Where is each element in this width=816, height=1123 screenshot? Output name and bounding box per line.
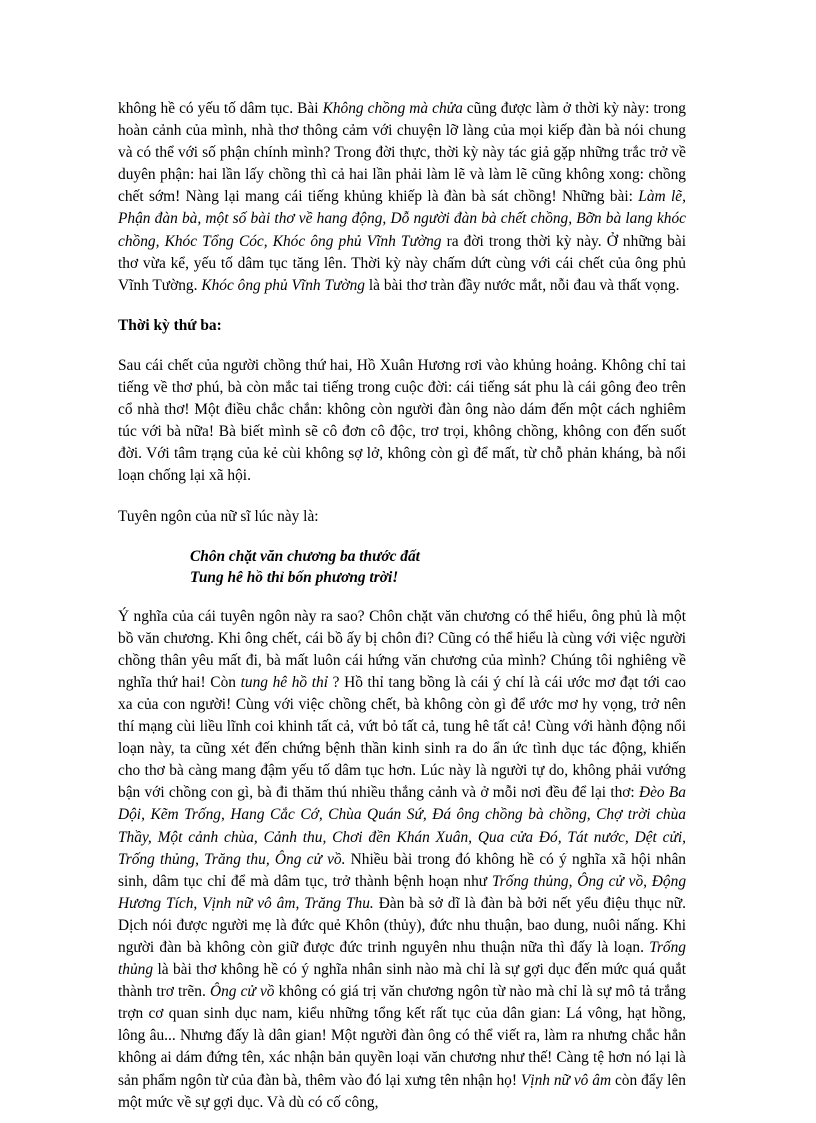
- section-heading: Thời kỳ thứ ba:: [118, 316, 222, 334]
- text-run: không hề có yếu tố dâm tục. Bài: [118, 100, 323, 117]
- text-run: ra đời trong thời kỳ này. Ở những bài thơ vừa kể, yếu tố dâm tục tăng lên. Thời kỳ này chấm dứt cùng với cái chết của ông phủ Vĩnh Tường.: [118, 232, 686, 294]
- poem-titles-list: Làm lẽ, Phận đàn bà, một số bài thơ về hang động, Dỗ người đàn bà chết chồng, Bỡn bà lang khóc chồng, Khóc Tổng Cóc, Khóc ông phủ Vĩnh Tường: [118, 188, 686, 250]
- text-run: Đàn bà sở dĩ là đàn bà bởi nết yểu điệu thục nữ. Dịch nói được người mẹ là đức quẻ Khôn (thủy), đức nhu thuận, bao dung, nuôi nấng. Khi người đàn bà không còn giữ được đức trinh nguyên nhu thuận nữa thì đấy là loạn.: [118, 894, 686, 956]
- text-run: ? Hồ thỉ tang bồng là cái ý chí là cái ước mơ đạt tới cao xa của con người! Cùng với việc chồng chết, bà không còn gì để ước mơ hy vọng, trở nên thí mạng cùi liều lĩnh coi khinh tất cả, vứt bỏ tất cả, tung hê tất cả! Cùng với hành động nổi loạn này, ta cũng xét đến chứng bệnh thần kinh sinh ra do ẩn ức tình dục tác động, khiến cho thơ bà càng mang đậm yếu tố dâm tục hơn. Lúc này là người tự do, không phải vướng bận với chồng con gì, bà đi thăm thú nhiều thắng cảnh và ở mỗi nơi đều để lại thơ:: [118, 673, 687, 802]
- text-run: không có giá trị văn chương ngôn từ nào mà chỉ là sự mô tả trắng trợn cơ quan sinh dục nam, kiểu những tổng kết rất tục của dân gian: Lá vông, hạt hồng, lông âu... Nhưng đấy là dân gian! Một người đàn ông có thể viết ra, làm ra nhưng chắc hẳn không ai dám đứng tên, xác nhận bản quyền loại văn chương như thế! Càng tệ hơn nó lại là sản phẩm ngôn từ của đàn bà, thêm vào đó lại xưng tên nhận họ!: [118, 983, 687, 1089]
- verse-line: Chôn chặt văn chương ba thước đất: [190, 547, 420, 565]
- poem-title: Trống thủng: [118, 939, 686, 979]
- paragraph-manifesto-intro: Tuyên ngôn của nữ sĩ lúc này là:: [118, 507, 319, 525]
- paragraph-manifesto-meaning: [118, 606, 686, 1114]
- poem-title: Không chồng mà chửa: [322, 100, 463, 117]
- text-run: cũng được làm ở thời kỳ này: trong hoàn cảnh của mình, nhà thơ thông cảm với chuyện lỡ làng của mọi kiếp đàn bà nói chung và có thể với số phận chính mình? Trong đời thực, thời kỳ này tác giả gặp những trắc trở về duyên phận: hai lần lấy chồng thì cả hai lần phải làm lẽ và làm lẽ cũng không xong: chồng chết sớm! Nàng lại mang cái tiếng khủng khiếp là đàn bà sát chồng! Những bài:: [118, 100, 686, 206]
- text-run: là bài thơ tràn đầy nước mắt, nỗi đau và thất vọng.: [365, 276, 680, 294]
- text-run: còn đẩy lên một mức về sự gợi dục. Và dù có cố công,: [118, 1071, 686, 1111]
- document-page: [118, 98, 686, 1114]
- verse-line: Tung hê hồ thỉ bốn phương trời!: [190, 568, 399, 586]
- poem-titles-list: Trống thủng, Ông cử vồ, Động Hương Tích, Vịnh nữ vô âm, Trăng Thu.: [118, 872, 687, 912]
- poem-title: Ông cử vồ: [209, 983, 275, 1001]
- poem-title: Khóc ông phủ Vĩnh Tường: [201, 276, 366, 294]
- paragraph-period-three: Sau cái chết của người chồng thứ hai, Hồ Xuân Hương rơi vào khủng hoảng. Không chỉ tai tiếng về thơ phú, bà còn mắc tai tiếng trong cuộc đời: cái tiếng sát phu là cái gông đeo trên cổ nhà thơ! Một điều chắc chắn: không còn người đàn ông nào dám đến một cách nghiêm túc với bà nữa! Bà biết mình sẽ cô đơn cô độc, trơ trọi, không chồng, không con đến suốt đời. Với tâm trạng của kẻ cùi không sợ lở, không còn gì để mất, từ chỗ phản kháng, bà nổi loạn chống lại xã hội.: [118, 356, 686, 485]
- emphasis: tung hê hồ thỉ: [240, 673, 328, 691]
- poem-titles-list: Đèo Ba Dội, Kẽm Trống, Hang Cắc Cớ, Chùa Quán Sứ, Đá ông chồng bà chồng, Chợ trời chùa Thầy, Một cảnh chùa, Cảnh thu, Chơi đền Khán Xuân, Qua cửa Đó, Tát nước, Dệt cửi, Trống thủng, Trăng thu, Ông cử vồ.: [118, 784, 686, 868]
- poem-title: Vịnh nữ vô âm: [520, 1071, 612, 1089]
- text-run: là bài thơ không hề có ý nghĩa nhân sinh nào mà chỉ là sự gợi dục đến mức quá quắt thành trơ trẽn.: [118, 961, 686, 1001]
- text-run: Ý nghĩa của cái tuyên ngôn này ra sao? Chôn chặt văn chương có thể hiểu, ông phủ là một bồ văn chương. Khi ông chết, cái bồ ấy bị chôn đi? Cũng có thể hiểu là cùng với việc người chồng thân yêu mất đi, bà mất luôn cái hứng văn chương của mình? Chúng tôi nghiêng về nghĩa thứ hai! Còn: [118, 607, 686, 691]
- text-run: Nhiều bài trong đó không hề có ý nghĩa xã hội nhân sinh, dâm tục chỉ để mà dâm tục, trở thành bệnh hoạn như: [118, 850, 686, 890]
- paragraph-period-two-end: [118, 98, 686, 297]
